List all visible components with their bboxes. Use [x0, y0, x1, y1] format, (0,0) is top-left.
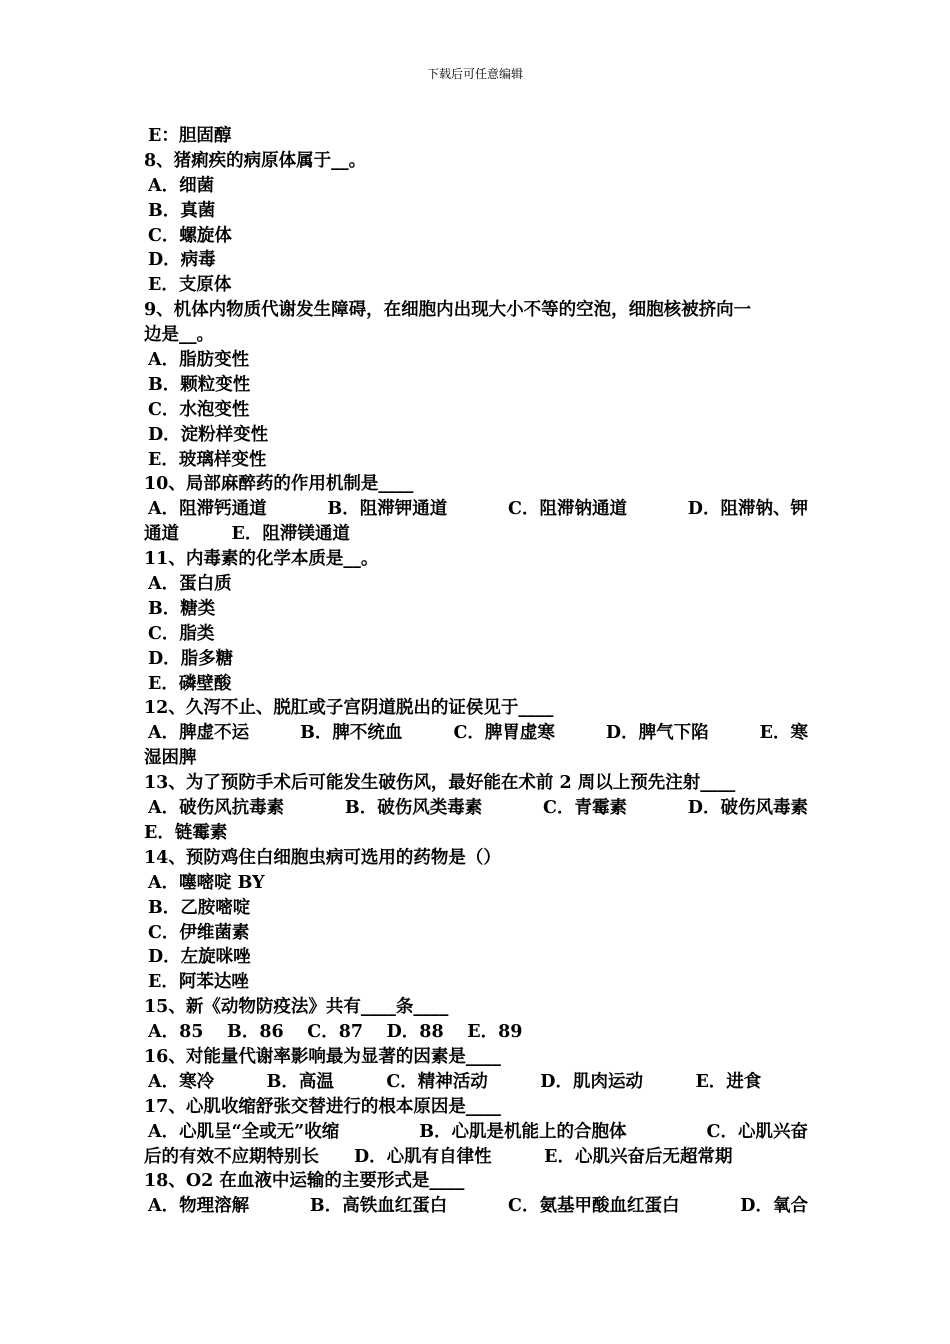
- question-text: 12、久泻不止、脱肛或子宫阴道脱出的证侯见于____: [144, 698, 554, 719]
- answer-option: D．病毒: [148, 250, 216, 271]
- answer-option: D．脂多糖: [148, 648, 234, 669]
- answer-option: C．螺旋体: [148, 225, 232, 246]
- answer-option: E：胆固醇: [148, 126, 232, 146]
- question-text: 18、O2 在血液中运输的主要形式是____: [144, 1171, 465, 1192]
- answer-option: D．左旋咪唑: [148, 947, 251, 968]
- question-text: 8、猪痢疾的病原体属于__。: [144, 150, 367, 171]
- answer-option: A．心肌呈“全或无”收缩: [148, 1121, 340, 1142]
- answer-option: A．脂肪变性: [148, 350, 250, 371]
- answer-option: E．阿苯达唑: [148, 972, 249, 993]
- answer-options-row: [144, 1194, 808, 1219]
- question-text: 后的有效不应期特别长 D．心肌有自律性 E．心肌兴奋后无超常期: [144, 1146, 733, 1167]
- answer-option: B．阻滞钾通道: [327, 499, 448, 520]
- question-text: 14、预防鸡住白细胞虫病可选用的药物是（）: [144, 847, 501, 868]
- answer-option: C．水泡变性: [148, 399, 250, 420]
- question-text: 17、心肌收缩舒张交替进行的根本原因是____: [144, 1096, 501, 1117]
- answer-options-row: [144, 1120, 808, 1145]
- answer-option: E．支原体: [148, 275, 232, 296]
- question-text: 9、机体内物质代谢发生障碍，在细胞内出现大小不等的空泡，细胞核被挤向一: [144, 300, 752, 321]
- answer-option: E．玻璃样变性: [148, 449, 267, 470]
- page-header: 下载后可任意编辑: [426, 67, 523, 81]
- question-text: 13、为了预防手术后可能发生破伤风，最好能在术前 2 周以上预先注射____: [144, 773, 736, 794]
- answer-option: D．氧合: [740, 1196, 808, 1217]
- answer-option: A．寒冷 B．高温 C．精神活动 D．肌肉运动 E．进食: [148, 1071, 762, 1092]
- answer-option: C．阻滞钠通道: [508, 499, 627, 520]
- question-text: 边是__。: [144, 325, 214, 346]
- question-text: 湿困脾: [144, 748, 197, 769]
- answer-option: C．伊维菌素: [148, 922, 250, 943]
- answer-option: B．脾不统血: [300, 723, 403, 744]
- answer-option: B．破伤风类毒素: [344, 798, 483, 819]
- question-text: 15、新《动物防疫法》共有____条____: [144, 997, 449, 1018]
- answer-option: A．噻嘧啶 BY: [148, 872, 265, 893]
- answer-option: E．寒: [759, 723, 808, 744]
- answer-option: B．颗粒变性: [148, 374, 251, 395]
- answer-option: B．心肌是机能上的合胞体: [419, 1121, 627, 1142]
- answer-option: D．破伤风毒素: [687, 798, 808, 819]
- question-text: 10、局部麻醉药的作用机制是____: [144, 474, 414, 495]
- answer-options-row: [144, 497, 808, 522]
- question-text: 16、对能量代谢率影响最为显著的因素是____: [144, 1046, 501, 1067]
- answer-option: A．阻滞钙通道: [148, 499, 267, 520]
- answer-option: E．磷壁酸: [148, 673, 232, 694]
- answer-option: A．细菌: [148, 175, 215, 196]
- answer-option: B．乙胺嘧啶: [148, 897, 251, 918]
- answer-option: B．糖类: [148, 598, 216, 619]
- answer-option: A．物理溶解: [148, 1196, 250, 1217]
- answer-option: D．脾气下陷: [605, 723, 709, 744]
- answer-option: C．脾胃虚寒: [453, 723, 555, 744]
- answer-option: B．真菌: [148, 200, 216, 221]
- answer-options-row: [144, 721, 808, 746]
- answer-option: C．青霉素: [543, 798, 627, 819]
- answer-option: D．阻滞钠、钾: [687, 499, 808, 520]
- answer-option: C．心肌兴奋: [706, 1121, 808, 1142]
- question-text: 11、内毒素的化学本质是__。: [144, 549, 379, 570]
- answer-option: B．高铁血红蛋白: [309, 1196, 448, 1217]
- question-list: [144, 124, 808, 1219]
- answer-option: A．蛋白质: [148, 574, 232, 595]
- answer-option: A．脾虚不运: [148, 723, 250, 744]
- answer-option: D．淀粉样变性: [148, 424, 269, 445]
- answer-options-row: [144, 796, 808, 821]
- question-text: E．链霉素: [144, 822, 228, 843]
- answer-option: A．85 B．86 C．87 D．88 E．89: [148, 1022, 523, 1043]
- answer-option: C．氨基甲酸血红蛋白: [508, 1196, 680, 1217]
- answer-option: A．破伤风抗毒素: [148, 798, 285, 819]
- question-text: 通道 E．阻滞镁通道: [144, 524, 350, 545]
- answer-option: C．脂类: [148, 623, 215, 644]
